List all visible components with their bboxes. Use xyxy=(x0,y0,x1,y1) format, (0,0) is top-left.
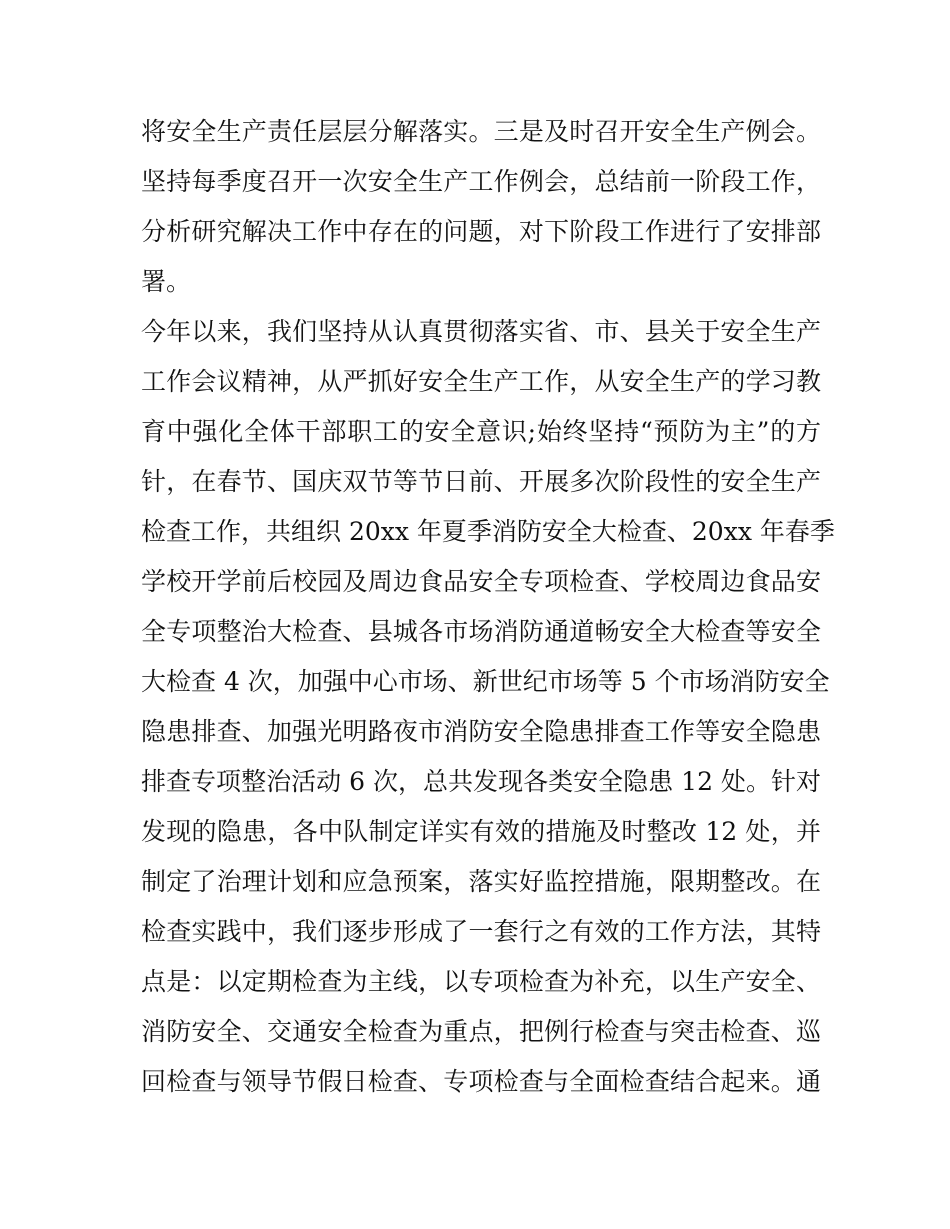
body-text xyxy=(141,107,835,1107)
text-line: 将安全生产责任层层分解落实。三是及时召开安全生产例会。 xyxy=(141,117,821,146)
text-line: 大检查 4 次，加强中心市场、新世纪市场等 5 个市场消防安全 xyxy=(141,667,830,696)
text-line: 署。 xyxy=(141,267,192,296)
text-line: 检查实践中，我们逐步形成了一套行之有效的工作方法，其特 xyxy=(141,917,821,946)
text-line: 点是：以定期检查为主线，以专项检查为补充，以生产安全、 xyxy=(141,967,821,996)
text-line: 消防安全、交通安全检查为重点，把例行检查与突击检查、巡 xyxy=(141,1017,821,1046)
text-line: 工作会议精神，从严抓好安全生产工作，从安全生产的学习教 xyxy=(141,367,821,396)
text-line: 回检查与领导节假日检查、专项检查与全面检查结合起来。通 xyxy=(141,1067,821,1096)
text-line: 排查专项整治活动 6 次，总共发现各类安全隐患 12 处。针对 xyxy=(141,767,821,796)
text-line: 育中强化全体干部职工的安全意识;始终坚持“预防为主”的方 xyxy=(141,417,821,446)
text-line: 隐患排查、加强光明路夜市消防安全隐患排查工作等安全隐患 xyxy=(141,717,821,746)
text-line: 全专项整治大检查、县城各市场消防通道畅安全大检查等安全 xyxy=(141,617,821,646)
text-line: 今年以来，我们坚持从认真贯彻落实省、市、县关于安全生产 xyxy=(141,317,821,346)
text-line: 发现的隐患，各中队制定详实有效的措施及时整改 12 处，并 xyxy=(141,817,821,846)
text-line: 坚持每季度召开一次安全生产工作例会，总结前一阶段工作， xyxy=(141,167,821,196)
text-line: 分析研究解决工作中存在的问题，对下阶段工作进行了安排部 xyxy=(141,217,821,246)
text-line: 制定了治理计划和应急预案，落实好监控措施，限期整改。在 xyxy=(141,867,821,896)
text-line: 检查工作，共组织 20xx 年夏季消防安全大检查、20xx 年春季 xyxy=(141,517,835,546)
text-line: 学校开学前后校园及周边食品安全专项检查、学校周边食品安 xyxy=(141,567,821,596)
text-line: 针，在春节、国庆双节等节日前、开展多次阶段性的安全生产 xyxy=(141,467,821,496)
